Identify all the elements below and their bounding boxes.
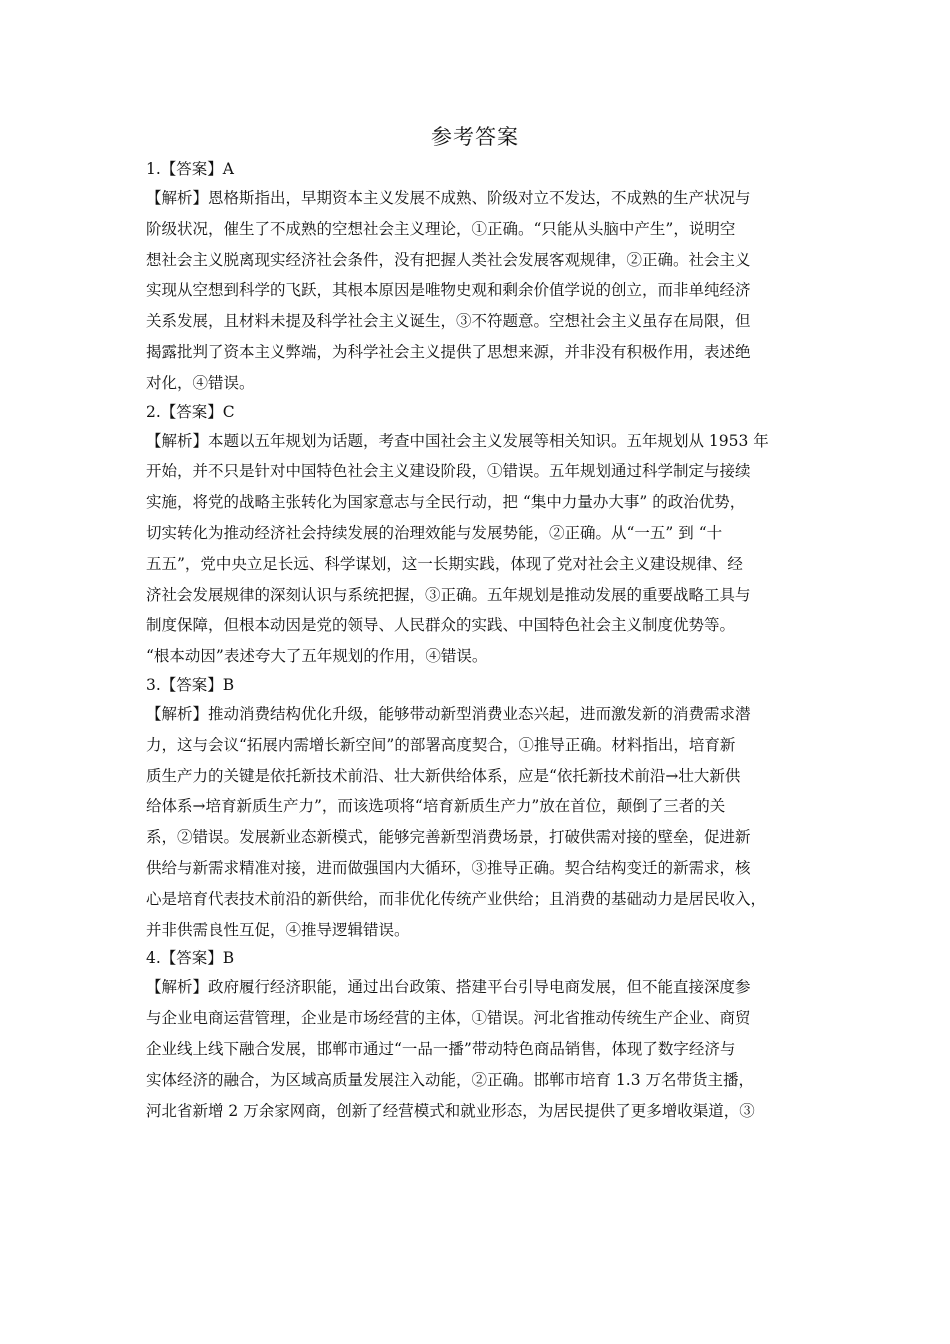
analysis-line: 切实转化为推动经济社会持续发展的治理效能与发展势能，②正确。从“一五” 到 “十	[146, 523, 723, 542]
analysis-line: 并非供需良性互促，④推导逻辑错误。	[146, 920, 410, 939]
answer-block	[146, 672, 808, 945]
analysis-line: 【解析】恩格斯指出，早期资本主义发展不成熟、阶级对立不发达，不成熟的生产状况与	[146, 189, 751, 207]
analysis-line: 河北省新增 2 万余家网商，创新了经营模式和就业形态，为居民提供了更多增收渠道，③	[146, 1101, 755, 1120]
page-title: 参考答案	[431, 125, 519, 149]
analysis-line: 【解析】政府履行经济职能，通过出台政策、搭建平台引导电商发展，但不能直接深度参	[146, 978, 751, 997]
analysis-line: 五五”，党中央立足长远、科学谋划，这一长期实践，体现了党对社会主义建设规律、经	[146, 554, 743, 573]
analysis-line: 【解析】本题以五年规划为话题，考查中国社会主义发展等相关知识。五年规划从 1953 年	[146, 431, 769, 450]
analysis-line: “根本动因”表述夸大了五年规划的作用，④错误。	[146, 647, 488, 666]
analysis-line: 济社会发展规律的深刻认识与系统把握，③正确。五年规划是推动发展的重要战略工具与	[146, 585, 751, 604]
analysis-line: 心是培育代表技术前沿的新供给，而非优化传统产业供给；且消费的基础动力是居民收入，	[146, 889, 767, 908]
analysis-line: 企业线上线下融合发展，邯郸市通过“一品一播”带动特色商品销售，体现了数字经济与	[146, 1039, 736, 1058]
analysis-line: 对化，④错误。	[146, 373, 255, 392]
answer-block	[146, 945, 808, 1126]
answer-label: 3.【答案】B	[146, 675, 235, 694]
answer-label: 2.【答案】C	[146, 402, 235, 421]
analysis-line: 揭露批判了资本主义弊端，为科学社会主义提供了思想来源，并非没有积极作用，表述绝	[146, 342, 751, 361]
answer-block	[146, 399, 808, 672]
analysis-line: 实现从空想到科学的飞跃，其根本原因是唯物史观和剩余价值学说的创立，而非单纯经济	[146, 281, 751, 300]
analysis-line: 给体系→培育新质生产力”，而该选项将“培育新质生产力”放在首位，颠倒了三者的关	[146, 797, 726, 816]
analysis-line: 与企业电商运营管理，企业是市场经营的主体，①错误。河北省推动传统生产企业、商贸	[146, 1009, 751, 1028]
analysis-line: 想社会主义脱离现实经济社会条件，没有把握人类社会发展客观规律，②正确。社会主义	[146, 250, 751, 269]
analysis-line: 实施，将党的战略主张转化为国家意志与全民行动，把 “集中力量办大事” 的政治优势，	[146, 493, 746, 512]
analysis-line: 供给与新需求精准对接，进而做强国内大循环，③推导正确。契合结构变迁的新需求，核	[146, 858, 751, 877]
analysis-line: 力，这与会议“拓展内需增长新空间”的部署高度契合，①推导正确。材料指出，培育新	[146, 735, 736, 754]
analysis-line: 阶级状况，催生了不成熟的空想社会主义理论，①正确。“只能从头脑中产生”，说明空	[146, 219, 736, 238]
answer-block	[146, 156, 808, 399]
analysis-line: 关系发展，且材料未提及科学社会主义诞生，③不符题意。空想社会主义虽存在局限，但	[146, 312, 751, 331]
answer-label: 4.【答案】B	[146, 949, 235, 968]
answer-list	[146, 156, 808, 1126]
analysis-line: 制度保障，但根本动因是党的领导、人民群众的实践、中国特色社会主义制度优势等。	[146, 616, 736, 635]
answer-label: 1.【答案】A	[146, 160, 234, 178]
analysis-line: 系，②错误。发展新业态新模式，能够完善新型消费场景，打破供需对接的壁垒，促进新	[146, 828, 751, 847]
analysis-line: 质生产力的关键是依托新技术前沿、壮大新供给体系，应是“依托新技术前沿→壮大新供	[146, 766, 741, 785]
analysis-line: 【解析】推动消费结构优化升级，能够带动新型消费业态兴起，进而激发新的消费需求潜	[146, 704, 751, 723]
analysis-line: 开始，并不只是针对中国特色社会主义建设阶段，①错误。五年规划通过科学制定与接续	[146, 462, 751, 481]
analysis-line: 实体经济的融合，为区域高质量发展注入动能，②正确。邯郸市培育 1.3 万名带货主播，	[146, 1070, 755, 1089]
